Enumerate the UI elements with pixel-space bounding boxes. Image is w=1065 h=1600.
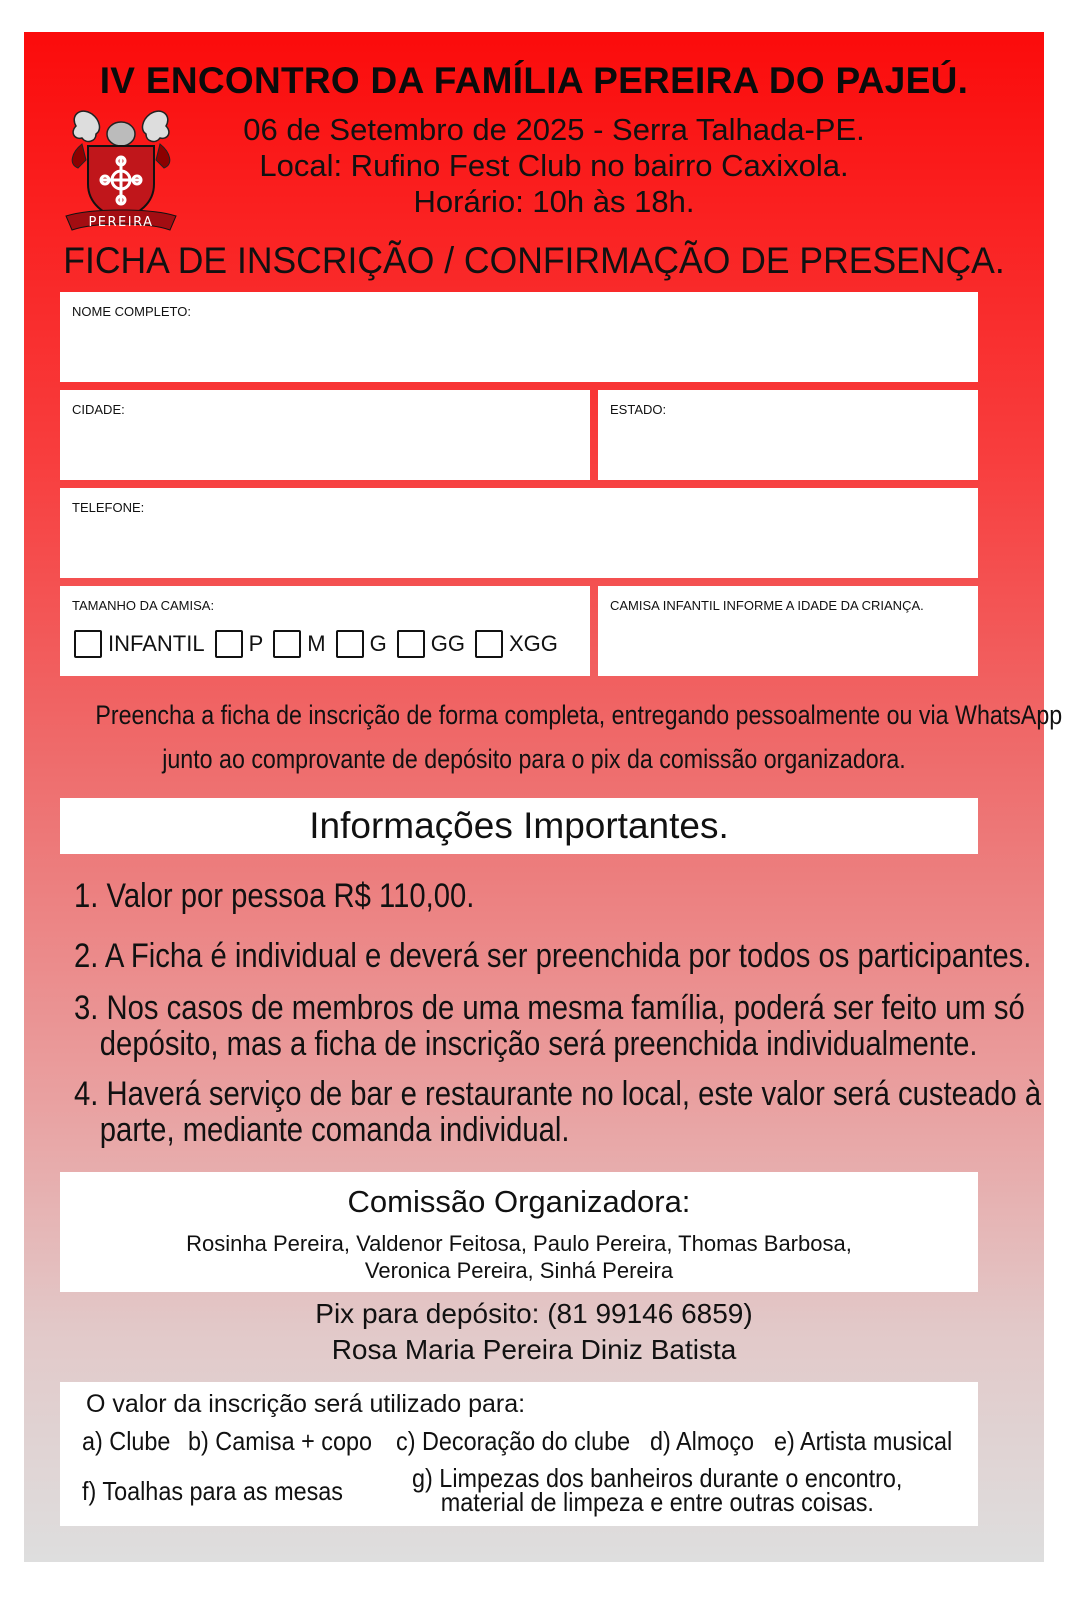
size-label-gg: GG (430, 631, 465, 656)
child-age-field[interactable] (598, 586, 978, 676)
info-heading: Informações Importantes. (60, 798, 978, 854)
uses-box (60, 1382, 978, 1526)
pix-holder-name: Rosa Maria Pereira Diniz Batista (331, 1334, 737, 1365)
shirt-size-label: TAMANHO DA CAMISA: (72, 598, 215, 613)
checkbox-infantil[interactable] (74, 630, 102, 658)
use-d: d) Almoço (650, 1426, 755, 1456)
use-g (412, 1463, 903, 1517)
form-heading: FICHA DE INSCRIÇÃO / CONFIRMAÇÃO DE PRESENÇA. (63, 240, 1005, 281)
event-time: Horário: 10h às 18h. (413, 184, 695, 219)
event-date: 06 de Setembro de 2025 - Serra Talhada-PE. (243, 112, 865, 147)
use-c: c) Decoração do clube (396, 1426, 631, 1456)
info-item-2 (74, 938, 1031, 974)
state-label: ESTADO: (610, 402, 667, 417)
committee-names-2: Veronica Pereira, Sinhá Pereira (364, 1258, 674, 1283)
info-item-3-continuation: depósito, mas a ficha de inscrição será preenchida individualmente. (99, 1025, 978, 1063)
name-label: NOME COMPLETO: (72, 304, 191, 319)
info-item-4-continuation: parte, mediante comanda individual. (99, 1111, 570, 1149)
use-a: a) Clube (82, 1426, 171, 1456)
use-e: e) Artista musical (774, 1426, 953, 1456)
use-f: f) Toalhas para as mesas (82, 1476, 343, 1506)
size-label-g: G (369, 631, 387, 656)
phone-field[interactable] (60, 488, 978, 578)
crest-banner-text: PEREIRA (88, 215, 154, 230)
checkbox-xgg[interactable] (475, 630, 503, 658)
instructions-line-2: junto ao comprovante de depósito para o pix da comissão organizadora. (162, 744, 906, 774)
checkbox-m[interactable] (273, 630, 301, 658)
size-label-m: M (307, 631, 326, 656)
event-title: IV ENCONTRO DA FAMÍLIA PEREIRA DO PAJEÚ. (99, 60, 969, 101)
use-b: b) Camisa + copo (188, 1426, 373, 1456)
info-item-1 (74, 878, 474, 914)
info-item-1-text: 1. Valor por pessoa R$ 110,00. (74, 877, 475, 915)
committee-box (60, 1172, 978, 1292)
name-field[interactable] (60, 292, 978, 382)
committee-names-1: Rosinha Pereira, Valdenor Feitosa, Paulo Pereira, Thomas Barbosa, (186, 1231, 852, 1256)
info-item-2-text: 2. A Ficha é individual e deverá ser preenchida por todos os participantes. (74, 937, 1032, 975)
info-item-3-text: 3. Nos casos de membros de uma mesma família, poderá ser feito um só (74, 989, 1025, 1027)
poster (24, 32, 1063, 1562)
shirt-size-options (74, 630, 568, 658)
shirt-size-field (60, 586, 590, 676)
use-g-line-2: material de limpeza e entre outras coisas. (440, 1487, 874, 1517)
info-item-4-text: 4. Haverá serviço de bar e restaurante no local, este valor será custeado à (74, 1075, 1042, 1113)
city-label: CIDADE: (72, 402, 125, 417)
checkbox-p[interactable] (215, 630, 243, 658)
info-item-3 (74, 990, 1025, 1062)
info-item-4 (74, 1076, 1041, 1148)
phone-label: TELEFONE: (72, 500, 145, 515)
size-label-infantil: INFANTIL (108, 631, 205, 656)
checkbox-gg[interactable] (397, 630, 425, 658)
size-label-p: P (248, 631, 264, 656)
pix-key: Pix para depósito: (81 99146 6859) (315, 1298, 753, 1329)
committee-heading: Comissão Organizadora: (347, 1184, 691, 1219)
city-field[interactable] (60, 390, 590, 480)
uses-heading: O valor da inscrição será utilizado para: (86, 1390, 526, 1418)
event-location: Local: Rufino Fest Club no bairro Caxixola. (259, 148, 849, 183)
checkbox-g[interactable] (336, 630, 364, 658)
size-label-xgg: XGG (508, 631, 558, 656)
state-field[interactable] (598, 390, 978, 480)
child-age-label: CAMISA INFANTIL INFORME A IDADE DA CRIANÇA. (610, 598, 924, 613)
instructions-line-1: Preencha a ficha de inscrição de forma completa, entregando pessoalmente ou via WhatsApp (95, 700, 1063, 730)
use-g-line-1: g) Limpezas dos banheiros durante o encontro, (412, 1463, 903, 1493)
